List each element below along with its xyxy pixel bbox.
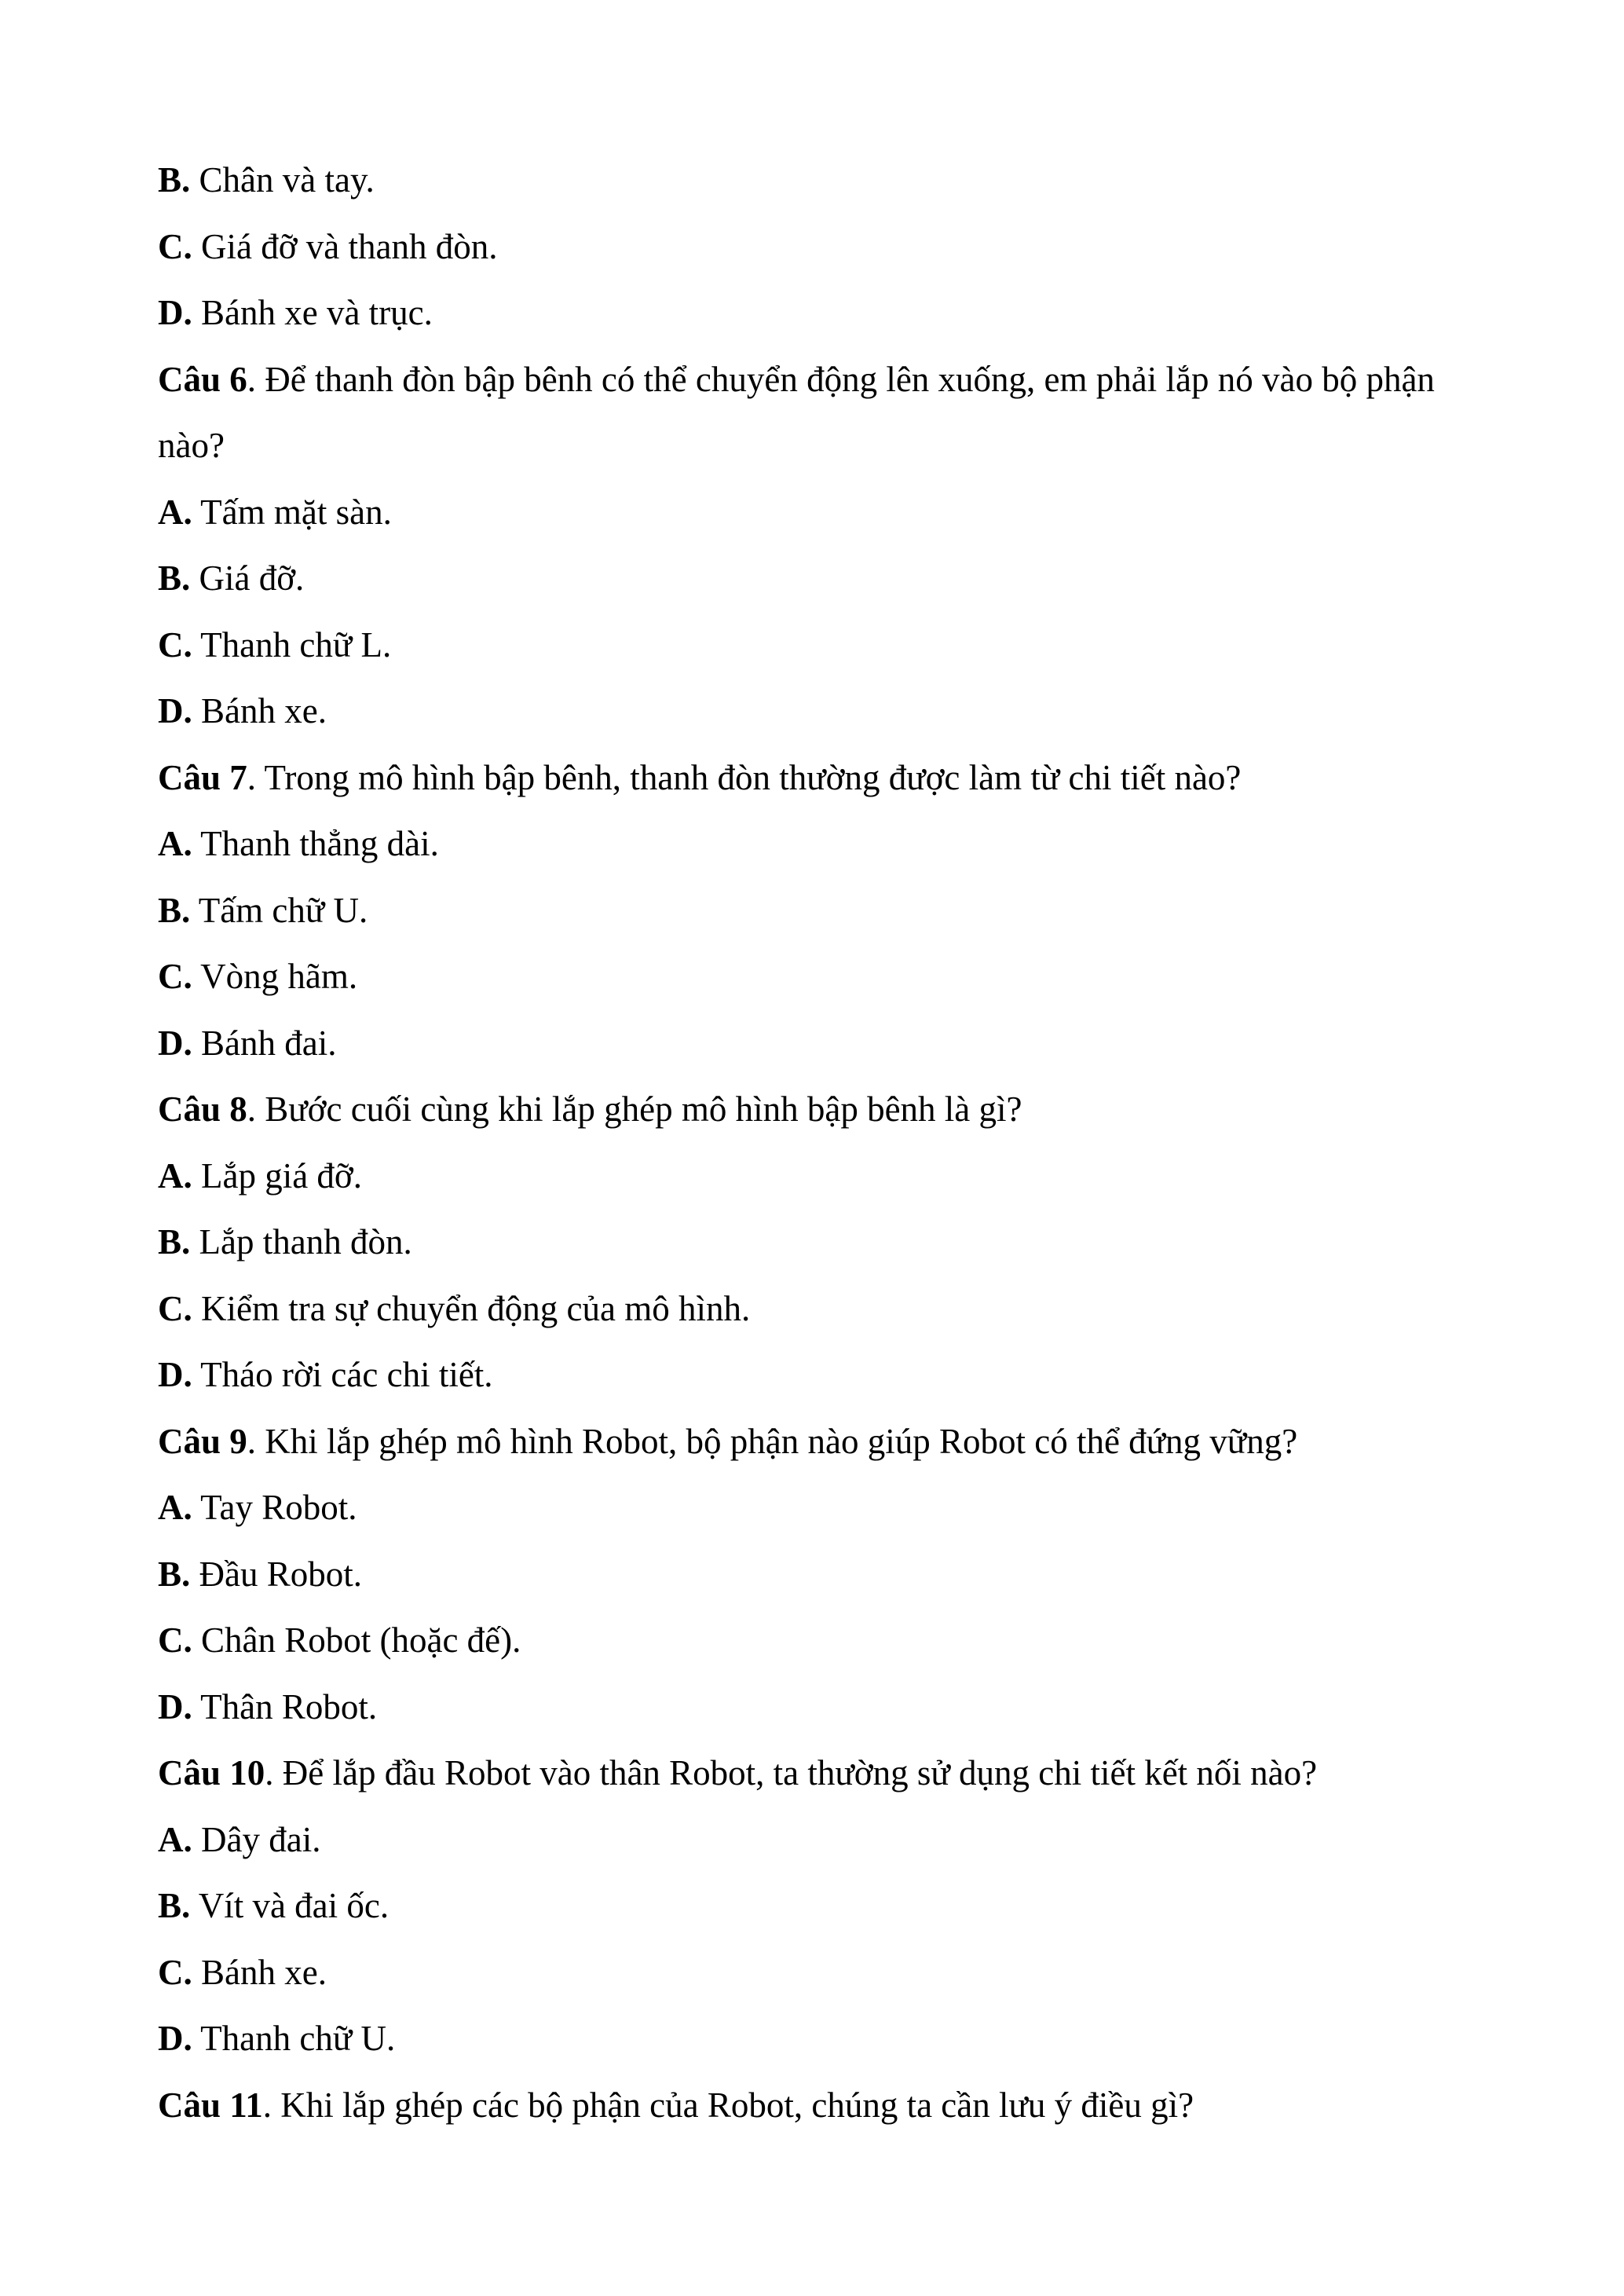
answer-option: [158, 479, 1509, 546]
option-text: Dây đai.: [192, 1819, 321, 1859]
answer-option: [158, 1873, 1509, 1939]
question-number: Câu 7: [158, 757, 247, 797]
option-label: C.: [158, 1288, 192, 1328]
option-label: D.: [158, 2019, 192, 2058]
option-label: A.: [158, 1155, 192, 1196]
option-text: Bánh xe.: [192, 1952, 327, 1992]
answer-option: [158, 1209, 1509, 1276]
answer-option: [158, 1939, 1509, 2006]
option-text: Thân Robot.: [192, 1686, 378, 1727]
option-label: D.: [158, 1355, 192, 1394]
option-text: Giá đỡ.: [190, 558, 305, 598]
option-label: A.: [158, 1488, 192, 1527]
question-text: . Khi lắp ghép các bộ phận của Robot, chúng ta cần lưu ý điều gì?: [262, 2085, 1194, 2125]
document-page: [158, 147, 1509, 2138]
option-text: Thanh thẳng dài.: [192, 824, 439, 863]
option-text: Đầu Robot.: [190, 1554, 363, 1594]
option-label: C.: [158, 1620, 192, 1660]
option-label: A.: [158, 492, 192, 532]
option-text: Tay Robot.: [192, 1488, 357, 1527]
option-label: B.: [158, 1886, 191, 1925]
option-label: B.: [158, 160, 191, 200]
answer-option: [158, 1607, 1509, 1674]
answer-option: [158, 612, 1509, 679]
option-label: B.: [158, 890, 191, 930]
option-label: C.: [158, 226, 192, 266]
question-number: Câu 8: [158, 1089, 247, 1129]
option-text: Thanh chữ L.: [192, 624, 392, 665]
answer-option: [158, 2005, 1509, 2072]
option-text: Vòng hãm.: [192, 957, 358, 996]
option-text: Kiểm tra sự chuyển động của mô hình.: [192, 1288, 751, 1328]
answer-option: [158, 1674, 1509, 1741]
option-label: C.: [158, 1952, 192, 1992]
option-label: D.: [158, 1686, 192, 1727]
option-label: C.: [158, 957, 192, 996]
answer-option: [158, 1474, 1509, 1541]
question-text: . Bước cuối cùng khi lắp ghép mô hình bập bênh là gì?: [247, 1089, 1022, 1129]
option-text: Tấm mặt sàn.: [192, 492, 392, 532]
question-number: Câu 9: [158, 1421, 247, 1461]
option-label: A.: [158, 824, 192, 863]
question-text: . Trong mô hình bập bênh, thanh đòn thường được làm từ chi tiết nào?: [247, 757, 1242, 797]
option-text: Lắp thanh đòn.: [190, 1222, 412, 1262]
question: [158, 2072, 1509, 2139]
question-text: . Để lắp đầu Robot vào thân Robot, ta thường sử dụng chi tiết kết nối nào?: [265, 1753, 1318, 1792]
option-text: Thanh chữ U.: [192, 2019, 396, 2058]
option-text: Bánh đai.: [192, 1023, 337, 1063]
question-text: . Để thanh đòn bập bênh có thể chuyển động lên xuống, em phải lắp nó vào bộ phận nào?: [158, 359, 1435, 465]
answer-option: [158, 1276, 1509, 1342]
option-text: Lắp giá đỡ.: [192, 1155, 362, 1196]
option-text: Chân Robot (hoặc đế).: [192, 1620, 521, 1660]
answer-option: [158, 1143, 1509, 1210]
option-text: Giá đỡ và thanh đòn.: [192, 226, 498, 266]
option-label: B.: [158, 558, 191, 598]
option-label: D.: [158, 1023, 192, 1063]
answer-option: [158, 214, 1509, 280]
answer-option: [158, 943, 1509, 1010]
answer-option: [158, 678, 1509, 745]
option-text: Chân và tay.: [190, 160, 375, 200]
question-number: Câu 6: [158, 359, 247, 399]
option-label: C.: [158, 624, 192, 665]
option-text: Bánh xe.: [192, 691, 327, 731]
question: [158, 346, 1509, 479]
question-number: Câu 11: [158, 2085, 263, 2125]
option-text: Tháo rời các chi tiết.: [192, 1355, 493, 1394]
option-label: B.: [158, 1554, 191, 1594]
question-text: . Khi lắp ghép mô hình Robot, bộ phận nào giúp Robot có thể đứng vững?: [247, 1421, 1298, 1461]
answer-option: [158, 811, 1509, 877]
option-text: Vít và đai ốc.: [190, 1886, 390, 1925]
answer-option: [158, 280, 1509, 346]
answer-option: [158, 877, 1509, 944]
answer-option: [158, 147, 1509, 214]
answer-option: [158, 545, 1509, 612]
option-label: D.: [158, 293, 192, 332]
answer-option: [158, 1342, 1509, 1408]
option-label: B.: [158, 1222, 191, 1262]
answer-option: [158, 1010, 1509, 1077]
option-label: D.: [158, 691, 192, 731]
question: [158, 1740, 1509, 1807]
answer-option: [158, 1807, 1509, 1873]
question: [158, 745, 1509, 811]
option-label: A.: [158, 1819, 192, 1859]
question-number: Câu 10: [158, 1753, 265, 1792]
option-text: Bánh xe và trục.: [192, 293, 433, 332]
option-text: Tấm chữ U.: [190, 890, 368, 930]
question: [158, 1076, 1509, 1143]
answer-option: [158, 1541, 1509, 1608]
question: [158, 1408, 1509, 1475]
